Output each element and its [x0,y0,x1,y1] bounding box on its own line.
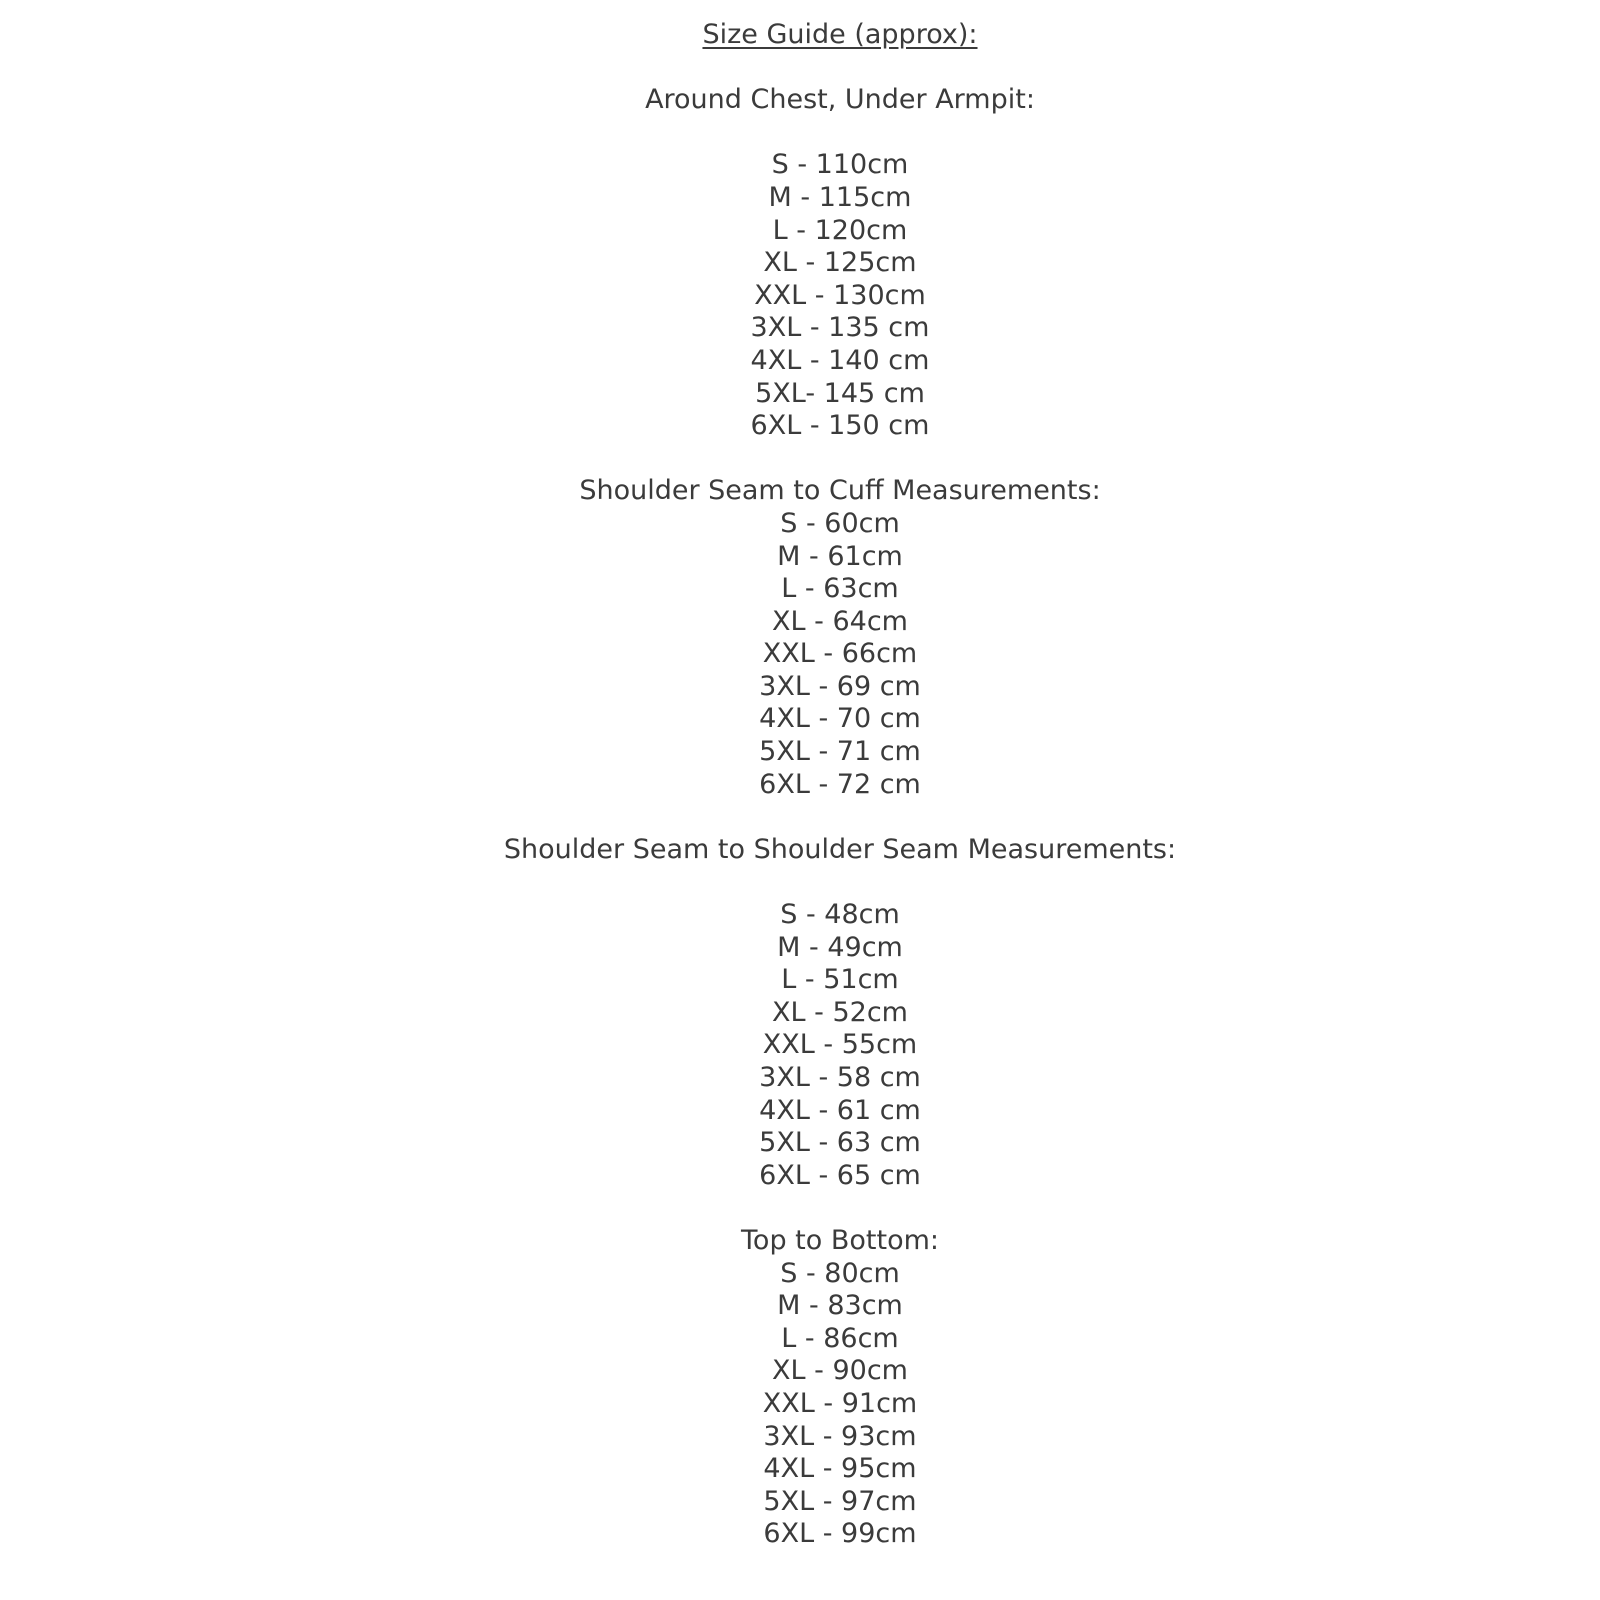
size-row: 3XL - 135 cm [750,312,930,344]
size-row: M - 49cm [777,931,903,963]
size-row: XL - 125cm [763,247,917,279]
size-row: 4XL - 70 cm [759,703,921,735]
size-row: 3XL - 93cm [763,1420,917,1452]
size-guide-document [80,0,1600,1551]
size-row: 6XL - 150 cm [750,410,930,442]
size-row: S - 80cm [780,1257,900,1289]
size-row: L - 120cm [772,214,908,246]
size-row: M - 83cm [777,1290,903,1322]
size-row: S - 60cm [780,507,900,539]
size-row: 3XL - 58 cm [759,1062,921,1093]
size-row: M - 115cm [768,181,912,213]
size-row: 6XL - 99cm [763,1518,917,1550]
section-heading: Shoulder Seam to Shoulder Seam Measurements: [503,833,1177,865]
size-row: XXL - 66cm [762,638,918,670]
size-row: 6XL - 72 cm [759,768,921,800]
size-row: XXL - 130cm [754,279,926,311]
size-row: 4XL - 140 cm [750,344,930,376]
size-row: M - 61cm [777,540,903,572]
size-row: 4XL - 61 cm [759,1094,921,1126]
section-heading: Shoulder Seam to Cuff Measurements: [579,475,1101,507]
size-row: L - 63cm [781,573,899,605]
size-row: 5XL - 97cm [763,1485,917,1517]
section-around-chest [80,84,1600,443]
section-shoulder-to-cuff [80,475,1600,801]
size-row: XL - 90cm [772,1355,908,1387]
section-heading: Around Chest, Under Armpit: [645,84,1035,116]
section-heading: Top to Bottom: [741,1224,939,1256]
size-row: 5XL- 145 cm [755,377,925,409]
size-row: S - 48cm [780,899,900,931]
section-top-to-bottom [80,1225,1600,1551]
size-row: XL - 52cm [772,996,908,1028]
size-row: XL - 64cm [772,605,908,637]
size-row: 6XL - 65 cm [759,1159,921,1191]
size-row: 3XL - 69 cm [759,670,921,702]
size-guide-title: Size Guide (approx): [702,19,978,50]
size-row: XXL - 91cm [762,1387,918,1419]
size-row: 5XL - 71 cm [759,736,921,768]
size-row: 4XL - 95cm [763,1453,917,1485]
size-row: S - 110cm [771,149,909,181]
size-row: 5XL - 63 cm [759,1127,921,1159]
section-shoulder-to-shoulder [80,834,1600,1193]
size-row: XXL - 55cm [762,1029,918,1061]
size-row: L - 86cm [781,1322,899,1354]
size-row: L - 51cm [781,964,899,996]
